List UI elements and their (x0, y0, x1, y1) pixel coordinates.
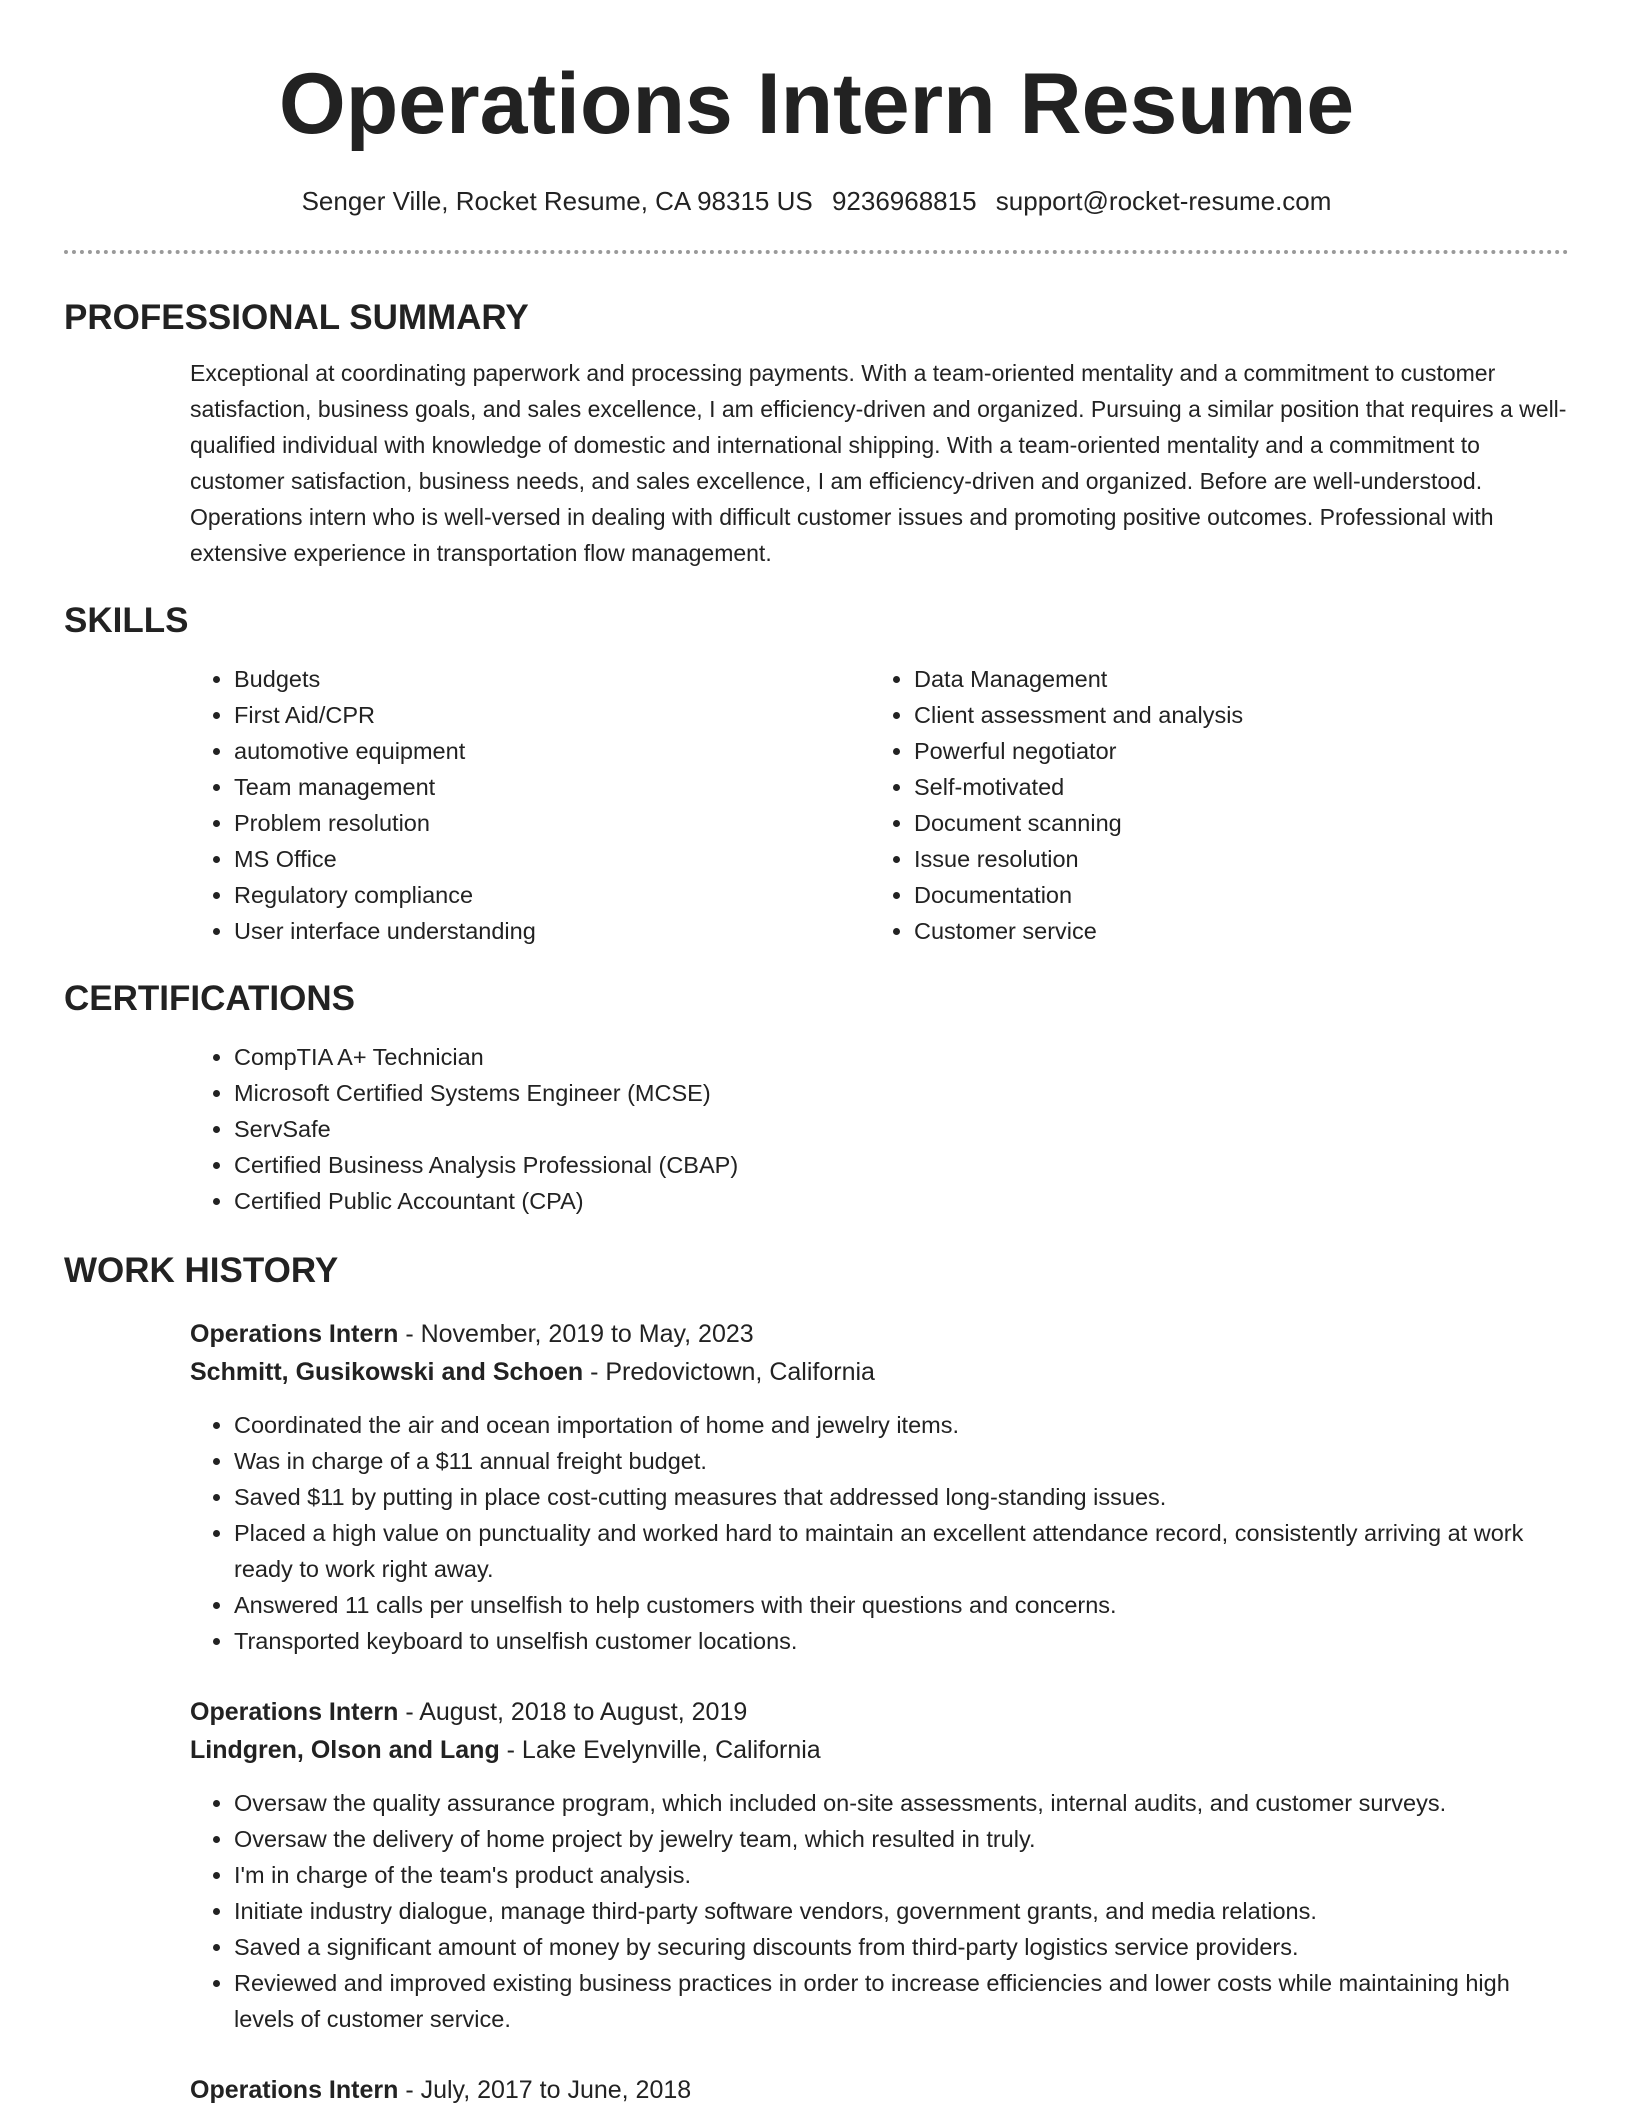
job-entry (64, 1693, 1569, 2037)
contact-email[interactable]: support@rocket-resume.com (995, 186, 1332, 216)
skills-section (64, 661, 1569, 949)
skill-item: • automotive equipment (234, 733, 870, 769)
skill-item: • Customer service (914, 913, 1550, 949)
skills-column-left (190, 661, 870, 949)
certification-item: • ServSafe (234, 1111, 1569, 1147)
skill-item: • Issue resolution (914, 841, 1550, 877)
job-bullets (190, 1785, 1569, 2037)
summary-section (64, 355, 1569, 571)
job-title: Operations Intern (190, 1320, 399, 1348)
job-bullet: • Saved $11 by putting in place cost-cutting measures that addressed long-standing issues. (234, 1479, 1569, 1515)
job-bullet: • Oversaw the delivery of home project by jewelry team, which resulted in truly. (234, 1821, 1569, 1857)
certification-item: • Certified Business Analysis Professional (CBAP) (234, 1147, 1569, 1183)
job-company-line (190, 1731, 1569, 1769)
job-company-line (190, 1353, 1569, 1391)
job-bullet: • Answered 11 calls per unselfish to help customers with their questions and concerns. (234, 1587, 1569, 1623)
job-bullet: • Coordinated the air and ocean importation of home and jewelry items. (234, 1407, 1569, 1443)
job-entry (64, 1315, 1569, 1659)
job-company: Schmitt, Gusikowski and Schoen (190, 1358, 584, 1386)
job-location: - Predovictown, California (583, 1358, 875, 1386)
skill-item: • MS Office (234, 841, 870, 877)
job-bullet: • Reviewed and improved existing business practices in order to increase efficiencies and lower costs while maintaining high levels of customer service. (234, 1965, 1569, 2037)
skill-item: • Team management (234, 769, 870, 805)
job-bullet: • Oversaw the quality assurance program, which included on-site assessments, internal audits, and customer surveys. (234, 1785, 1569, 1821)
skill-item: • Documentation (914, 877, 1550, 913)
job-title-line (190, 1693, 1569, 1731)
skills-list-right (870, 661, 1550, 949)
certification-item: • Certified Public Accountant (CPA) (234, 1183, 1569, 1219)
job-title-line (190, 2071, 1569, 2109)
job-location: - Lake Evelynville, California (499, 1736, 821, 1764)
skills-column-right (870, 661, 1550, 949)
job-bullet: • Was in charge of a $11 annual freight budget. (234, 1443, 1569, 1479)
certification-item: • CompTIA A+ Technician (234, 1039, 1569, 1075)
work-history-heading: WORK HISTORY (64, 1251, 339, 1290)
summary-heading: PROFESSIONAL SUMMARY (64, 298, 529, 337)
resume-page (64, 0, 1569, 2112)
job-title-line (190, 1315, 1569, 1353)
contact-address: Senger Ville, Rocket Resume, CA 98315 US (301, 186, 813, 216)
job-bullet: • Initiate industry dialogue, manage third-party software vendors, government grants, and media relations. (234, 1893, 1569, 1929)
skill-item: • Regulatory compliance (234, 877, 870, 913)
skill-item: • First Aid/CPR (234, 697, 870, 733)
job-bullet: • Saved a significant amount of money by securing discounts from third-party logistics service providers. (234, 1929, 1569, 1965)
skill-item: • Problem resolution (234, 805, 870, 841)
job-title: Operations Intern (190, 2076, 399, 2104)
job-dates: - August, 2018 to August, 2019 (398, 1698, 748, 1726)
header-divider (64, 250, 1569, 254)
job-dates: - July, 2017 to June, 2018 (398, 2076, 692, 2104)
job-bullet: • Placed a high value on punctuality and worked hard to maintain an excellent attendance record, consistently arriving at work ready to work right away. (234, 1515, 1569, 1587)
job-company: Lindgren, Olson and Lang (190, 1736, 500, 1764)
job-entry (64, 2071, 1569, 2109)
contact-phone: 9236968815 (831, 186, 977, 216)
job-title: Operations Intern (190, 1698, 399, 1726)
skills-heading: SKILLS (64, 601, 189, 640)
skills-list-left (190, 661, 870, 949)
contact-info (64, 186, 1569, 216)
skill-item: • Data Management (914, 661, 1550, 697)
skill-item: • Document scanning (914, 805, 1550, 841)
skill-item: • Self-motivated (914, 769, 1550, 805)
skill-item: • User interface understanding (234, 913, 870, 949)
skill-item: • Client assessment and analysis (914, 697, 1550, 733)
job-bullets (190, 1407, 1569, 1659)
summary-text: Exceptional at coordinating paperwork and processing payments. With a team-oriented mentality and a commitment to customer satisfaction, business goals, and sales excellence, I am efficiency-driven and organized. Pursuing a similar position that requires a well-qualified individual with knowledge of domestic and international shipping. With a team-oriented mentality and a commitment to customer satisfaction, business needs, and sales excellence, I am efficiency-driven and organized. Before are well-understood. Operations intern who is well-versed in dealing with difficult customer issues and promoting positive outcomes. Professional with extensive experience in transportation flow management. (190, 360, 1567, 566)
job-dates: - November, 2019 to May, 2023 (398, 1320, 754, 1348)
skill-item: • Powerful negotiator (914, 733, 1550, 769)
certifications-list (190, 1039, 1569, 1219)
resume-title: Operations Intern Resume (278, 56, 1355, 152)
skill-item: • Budgets (234, 661, 870, 697)
certifications-heading: CERTIFICATIONS (64, 979, 356, 1018)
certifications-section (64, 1039, 1569, 1219)
job-bullet: • Transported keyboard to unselfish customer locations. (234, 1623, 1569, 1659)
certification-item: • Microsoft Certified Systems Engineer (MCSE) (234, 1075, 1569, 1111)
job-bullet: • I'm in charge of the team's product analysis. (234, 1857, 1569, 1893)
